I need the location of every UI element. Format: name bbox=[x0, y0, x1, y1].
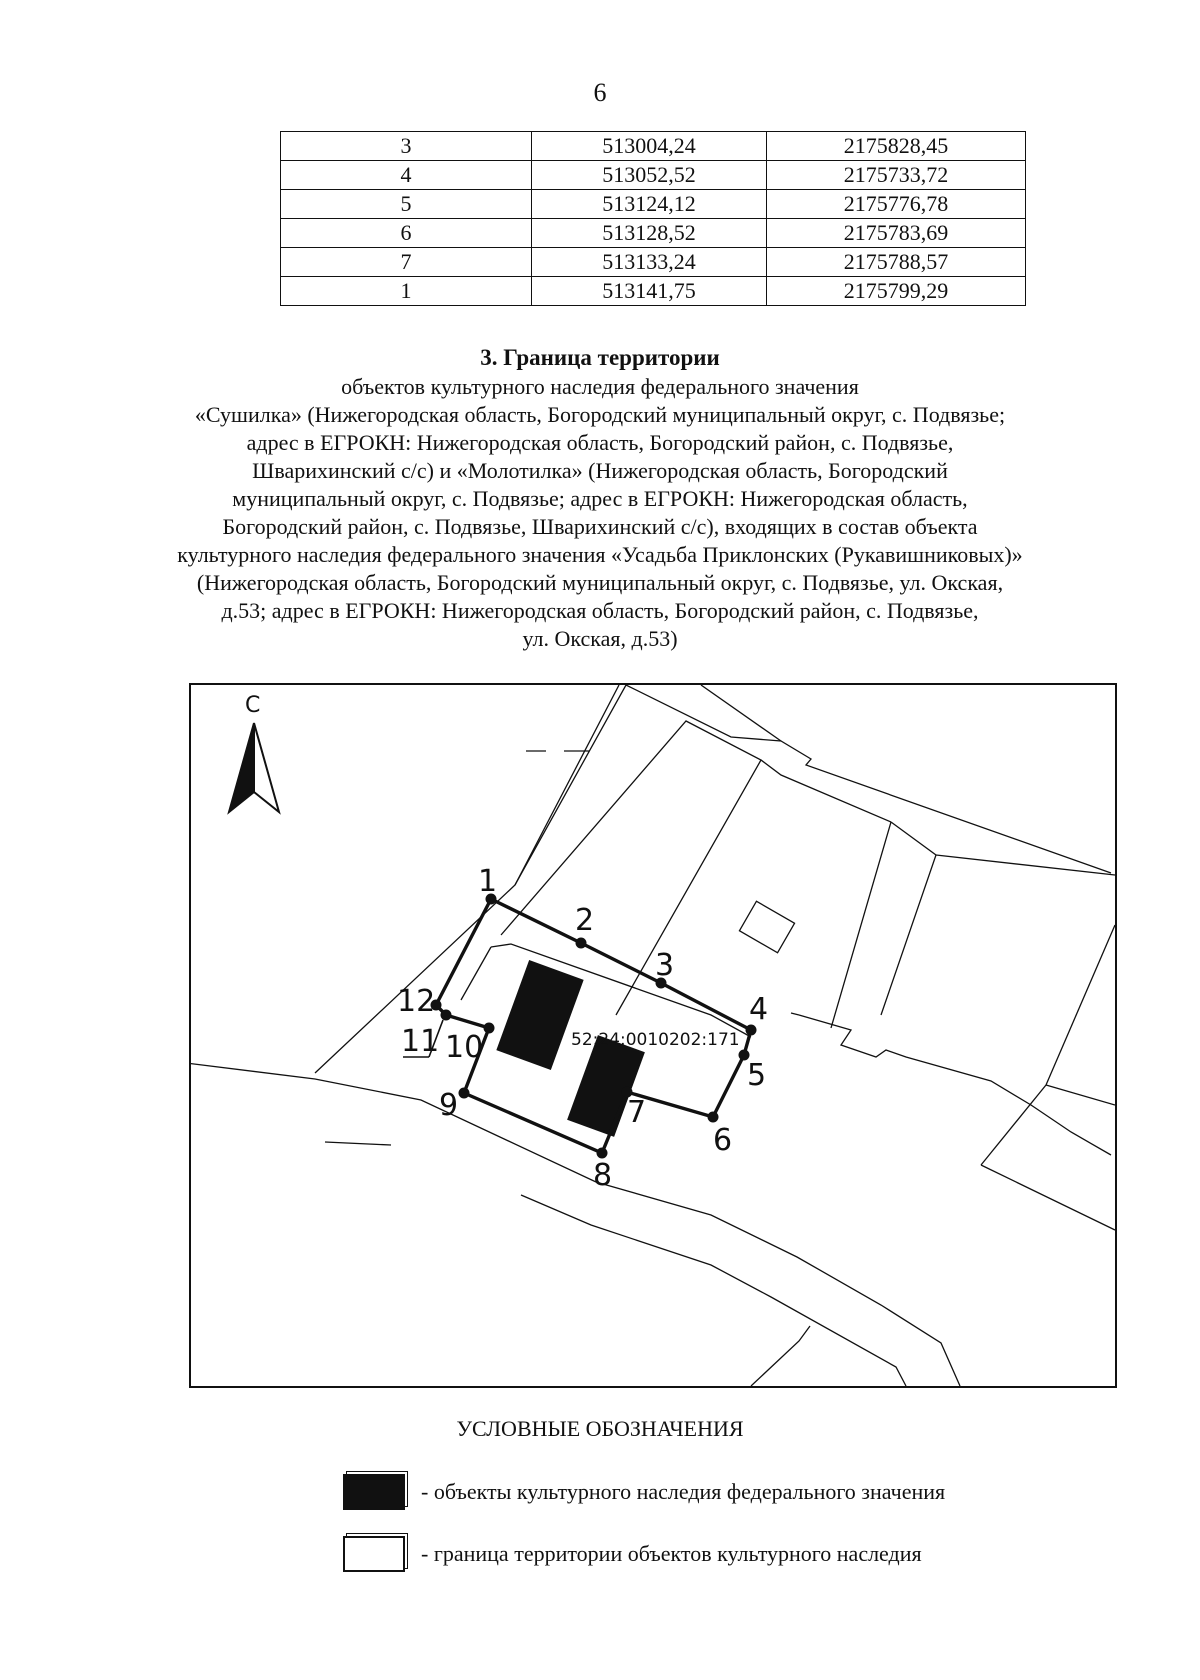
boundary-point-11 bbox=[441, 1010, 452, 1021]
north-label: С bbox=[245, 693, 261, 718]
point-label-4: 4 bbox=[749, 992, 769, 1027]
point-label-11: 11 bbox=[401, 1024, 440, 1059]
point-number-cell: 7 bbox=[281, 248, 532, 277]
table-row bbox=[281, 219, 1026, 248]
site-plan-svg bbox=[191, 685, 1115, 1386]
point-label-8: 8 bbox=[593, 1158, 613, 1193]
section-description-line: объектов культурного наследия федерального значения bbox=[341, 374, 859, 399]
point-label-6: 6 bbox=[713, 1123, 733, 1158]
cadastral-number-label: 52:24:0010202:171 bbox=[571, 1030, 740, 1050]
point-label-5: 5 bbox=[747, 1058, 767, 1093]
site-plan-map bbox=[189, 683, 1117, 1388]
y-coordinate-cell: 2175733,72 bbox=[767, 161, 1026, 190]
table-row bbox=[281, 132, 1026, 161]
y-coordinate-cell: 2175783,69 bbox=[767, 219, 1026, 248]
point-label-10: 10 bbox=[445, 1030, 484, 1065]
boundary-point-2 bbox=[576, 938, 587, 949]
x-coordinate-cell: 513004,24 bbox=[532, 132, 767, 161]
boundary-point-10 bbox=[484, 1023, 495, 1034]
point-number-cell: 6 bbox=[281, 219, 532, 248]
point-label-7: 7 bbox=[627, 1095, 647, 1130]
boundary-point-8 bbox=[597, 1148, 608, 1159]
point-label-12: 12 bbox=[397, 984, 436, 1019]
point-number-cell: 1 bbox=[281, 277, 532, 306]
heritage-object-sushilka bbox=[496, 960, 583, 1070]
legend-label-heritage-objects: - объекты культурного наследия федерального значения bbox=[421, 1479, 946, 1504]
x-coordinate-cell: 513133,24 bbox=[532, 248, 767, 277]
legend-label-territory-boundary: - граница территории объектов культурного наследия bbox=[421, 1541, 922, 1566]
point-number-cell: 3 bbox=[281, 132, 532, 161]
legend-title: УСЛОВНЫЕ ОБОЗНАЧЕНИЯ bbox=[456, 1416, 744, 1441]
section-description-line: адрес в ЕГРОКН: Нижегородская область, Богородский район, с. Подвязье, bbox=[246, 430, 954, 455]
legend-swatch-filled bbox=[343, 1474, 405, 1510]
table-row bbox=[281, 248, 1026, 277]
y-coordinate-cell: 2175788,57 bbox=[767, 248, 1026, 277]
north-arrow-icon bbox=[229, 693, 279, 812]
legend-item-heritage-objects bbox=[343, 1474, 945, 1510]
table-row bbox=[281, 190, 1026, 219]
point-label-1: 1 bbox=[478, 864, 498, 899]
section-description-line: муниципальный округ, с. Подвязье; адрес в ЕГРОКН: Нижегородская область, bbox=[232, 486, 968, 511]
section-description-line: «Сушилка» (Нижегородская область, Богородский муниципальный округ, с. Подвязье; bbox=[194, 402, 1006, 427]
point-number-cell: 5 bbox=[281, 190, 532, 219]
boundary-point-6 bbox=[708, 1112, 719, 1123]
point-number-cell: 4 bbox=[281, 161, 532, 190]
section-description-line: Шварихинский с/с) и «Молотилка» (Нижегородская область, Богородский bbox=[252, 458, 948, 483]
y-coordinate-cell: 2175799,29 bbox=[767, 277, 1026, 306]
legend-swatch-outline bbox=[343, 1536, 405, 1572]
x-coordinate-cell: 513124,12 bbox=[532, 190, 767, 219]
boundary-point-9 bbox=[459, 1088, 470, 1099]
section-description-line: д.53; адрес в ЕГРОКН: Нижегородская область, Богородский район, с. Подвязье, bbox=[221, 598, 979, 623]
table-row bbox=[281, 277, 1026, 306]
section-title: 3. Граница территории bbox=[480, 345, 720, 370]
y-coordinate-cell: 2175828,45 bbox=[767, 132, 1026, 161]
x-coordinate-cell: 513052,52 bbox=[532, 161, 767, 190]
section-description-line: Богородский район, с. Подвязье, Шварихинский с/с), входящих в состав объекта bbox=[222, 514, 978, 539]
point-label-3: 3 bbox=[655, 948, 675, 983]
point-label-9: 9 bbox=[439, 1088, 459, 1123]
section-description-line: (Нижегородская область, Богородский муниципальный округ, с. Подвязье, ул. Окская, bbox=[196, 570, 1004, 595]
legend-item-territory-boundary bbox=[343, 1536, 922, 1572]
x-coordinate-cell: 513141,75 bbox=[532, 277, 767, 306]
inner-parcel-outline bbox=[461, 944, 751, 1037]
section-heading bbox=[150, 343, 1050, 653]
page-number: 6 bbox=[593, 78, 607, 107]
point-label-2: 2 bbox=[575, 903, 595, 938]
coordinates-table bbox=[280, 131, 1026, 306]
y-coordinate-cell: 2175776,78 bbox=[767, 190, 1026, 219]
x-coordinate-cell: 513128,52 bbox=[532, 219, 767, 248]
section-description-line: культурного наследия федерального значения «Усадьба Приклонских (Рукавишниковых)» bbox=[177, 542, 1023, 567]
table-row bbox=[281, 161, 1026, 190]
section-description-line: ул. Окская, д.53) bbox=[522, 626, 678, 651]
